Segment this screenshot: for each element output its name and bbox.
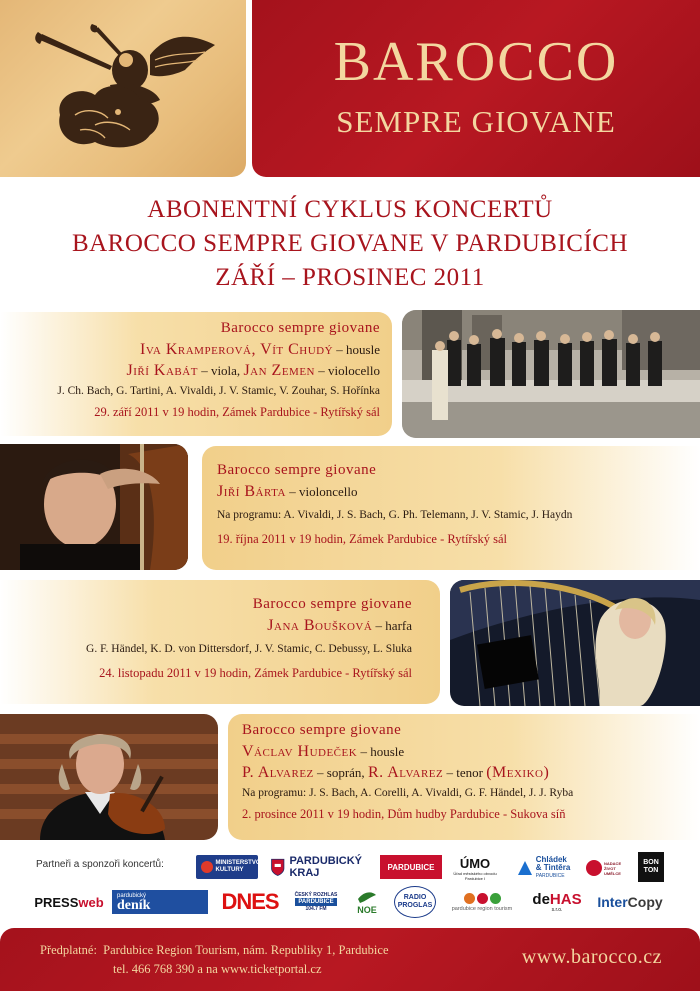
concert-1-role: – viola,: [197, 363, 244, 378]
concert-4-date: 2. prosince 2011 v 19 hodin, Dům hudby Pardubice - Sukova síň: [242, 807, 566, 821]
pardubicky-kraj-logo: PARDUBICKÝ KRAJ: [270, 852, 362, 882]
footer-panel: [0, 928, 700, 991]
radio-proglas-logo: RADIO PROGLAS: [394, 886, 436, 918]
concert-3-role: – harfa: [372, 618, 412, 633]
concert-1-role: – housle: [333, 342, 380, 357]
intercopy-logo: Inter Copy: [597, 894, 663, 910]
concert-1-program: J. Ch. Bach, G. Tartini, A. Vivaldi, J. V. Stamic, V. Zouhar, S. Hořínka: [57, 385, 380, 397]
umo-logo: ÚMO Úřad městského obvodu Pardubice I: [453, 855, 497, 881]
footer-address: Předplatné: Pardubice Region Tourism, nám. Republiky 1, Pardubice: [40, 943, 389, 957]
nadace-circle-icon: [586, 860, 602, 876]
concert-1-performer: Jiří Kabát: [126, 362, 198, 379]
pardubice-logo: PARDUBICE: [380, 855, 442, 879]
prt-circles-icon: [464, 893, 501, 904]
harpist-photo: [450, 580, 700, 706]
violinist-photo: [0, 714, 218, 840]
concert-1-performer: Iva Kramperová, Vít Chudý: [140, 341, 334, 358]
cesky-rozhlas-logo: ČESKÝ ROZHLAS PARDUBICE 104.7 FM: [294, 892, 338, 912]
concert-2-role: – violoncello: [285, 484, 358, 499]
concert-2-performer: Jiří Bárta: [217, 483, 286, 500]
cycle-heading-line3: ZÁŘÍ – PROSINEC 2011: [215, 264, 485, 291]
concert-2-band: [202, 446, 700, 570]
chladek-tintera-logo: Chládek & Tintěra PARDUBICE: [508, 854, 578, 882]
concert-3-program: G. F. Händel, K. D. von Dittersdorf, J. V. Stamic, C. Debussy, L. Sluka: [86, 643, 412, 655]
concert-4-role: – soprán,: [313, 765, 368, 780]
kraj-shield-icon: [270, 855, 285, 879]
partners-label: Partneři a sponzoři koncertů:: [36, 859, 164, 870]
cellist-portrait-photo: [0, 444, 188, 570]
pardubicky-denik-logo: pardubický deník: [112, 890, 208, 914]
ministerstvo-kultury-logo: MINISTERSTVO KULTURY: [196, 855, 258, 879]
bon-ton-logo: BON TON: [638, 852, 664, 882]
footer-phone: tel. 466 768 390 a na www.ticketportal.cz: [113, 962, 322, 976]
concert-1-date: 29. září 2011 v 19 hodin, Zámek Pardubice - Rytířský sál: [94, 405, 380, 419]
concert-1-band: [0, 312, 392, 436]
concert-2-ensemble: Barocco sempre giovane: [217, 462, 377, 478]
concert-4-band: [228, 714, 700, 840]
tv-noe-logo: NOE: [350, 886, 384, 918]
cycle-heading-line1: ABONENTNÍ CYKLUS KONCERTŮ: [147, 196, 553, 223]
concert-4-program: Na programu: J. S. Bach, A. Corelli, A. Vivaldi, G. F. Händel, J. J. Ryba: [242, 787, 574, 799]
concert-3-band: [0, 580, 440, 704]
concert-4-role: – housle: [357, 744, 405, 759]
concert-2-date: 19. října 2011 v 19 hodin, Zámek Pardubice - Rytířský sál: [217, 532, 507, 546]
header-title-panel: [252, 0, 700, 177]
dnes-logo: DNES: [221, 889, 279, 914]
concert-4-performer: (Mexiko): [486, 764, 550, 781]
brand-title: BAROCCO: [333, 31, 619, 93]
pardubice-region-tourism-logo: pardubice region tourism: [446, 886, 518, 918]
pressweb-logo: PRESS web: [34, 894, 104, 910]
brand-subtitle: SEMPRE GIOVANE: [336, 104, 616, 139]
nadace-zivot-umelce-logo: NADACE ŽIVOT UMĚLCE: [584, 854, 630, 882]
dehas-logo: deHAS s.r.o.: [532, 891, 582, 913]
concert-3-performer: Jana Boušková: [267, 617, 373, 634]
concert-4-performer: P. Alvarez: [242, 764, 314, 781]
concert-4-performer: R. Alvarez: [367, 764, 444, 781]
noe-dove-icon: [356, 889, 378, 905]
concert-3-ensemble: Barocco sempre giovane: [252, 596, 412, 612]
concert-4-performer: Václav Hudeček: [242, 743, 358, 760]
header-emblem-panel: [0, 0, 246, 177]
concert-4-role: – tenor: [443, 765, 487, 780]
concert-2-program: Na programu: A. Vivaldi, J. S. Bach, G. Ph. Telemann, J. V. Stamic, J. Haydn: [217, 509, 573, 521]
footer-website-link[interactable]: www.barocco.cz: [521, 946, 662, 968]
concert-3-date: 24. listopadu 2011 v 19 hodin, Zámek Pardubice - Rytířský sál: [99, 666, 412, 680]
ensemble-group-photo: [402, 310, 700, 438]
concert-1-role: – violocello: [315, 363, 380, 378]
angel-trumpet-emblem: [0, 0, 246, 177]
concert-1-performer: Jan Zemen: [243, 362, 315, 379]
footer-subscription-info: [40, 941, 389, 979]
chladek-emblem-icon: [516, 859, 534, 877]
concert-4-ensemble: Barocco sempre giovane: [242, 722, 402, 738]
cycle-heading-line2: BAROCCO SEMPRE GIOVANE V PARDUBICÍCH: [71, 230, 629, 257]
concert-1-ensemble: Barocco sempre giovane: [220, 320, 380, 336]
